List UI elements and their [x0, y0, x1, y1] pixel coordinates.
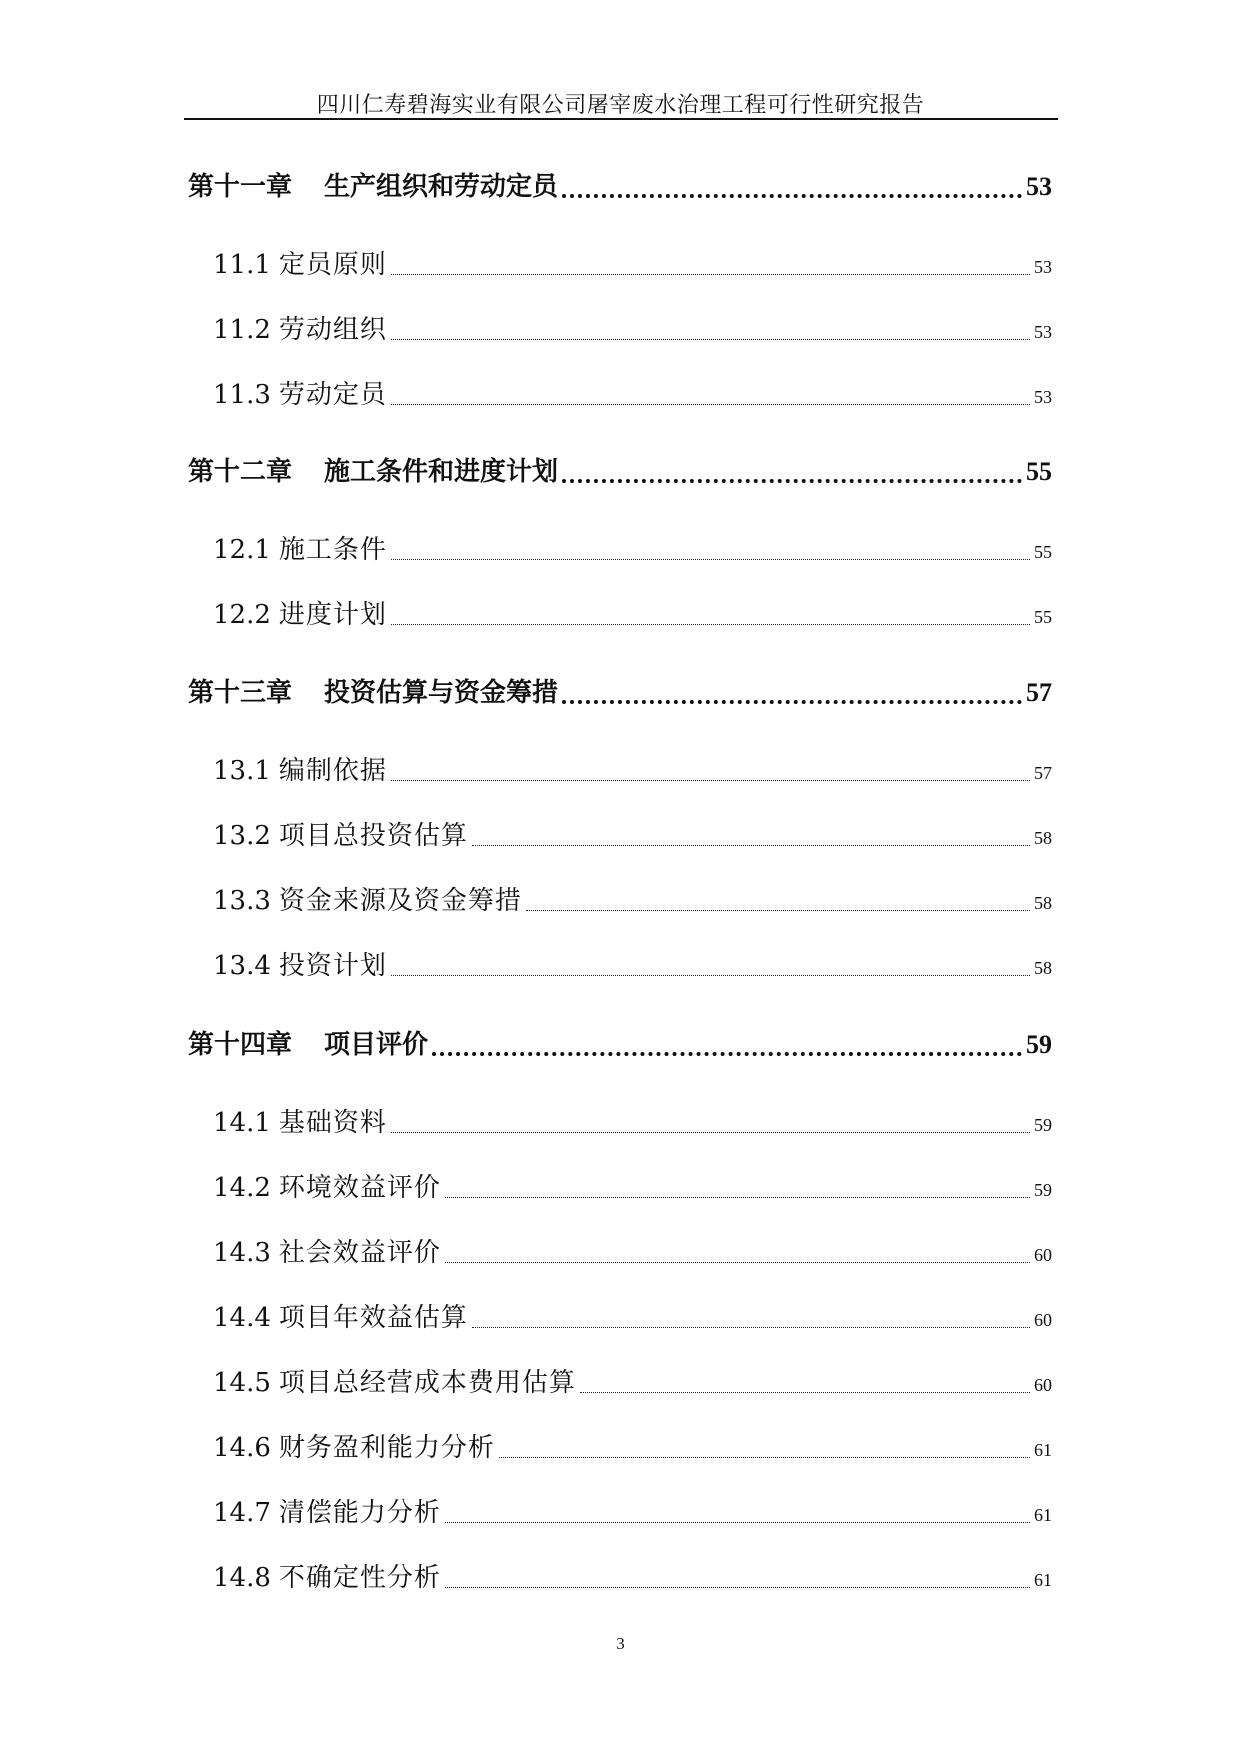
- toc-section-number: 13.4: [213, 951, 271, 981]
- toc-section[interactable]: [213, 945, 1052, 982]
- toc-dot-leader: [391, 337, 1030, 340]
- toc-section-title: 施工条件: [278, 535, 387, 565]
- toc-section-title: 基础资料: [278, 1108, 387, 1138]
- toc-section[interactable]: [213, 374, 1052, 411]
- toc-page-number: 53: [1034, 387, 1052, 407]
- toc-chapter-number: 第十二章: [188, 457, 293, 487]
- toc-page-number: 55: [1026, 457, 1052, 486]
- toc-dot-leader: [391, 557, 1030, 560]
- toc-dot-leader: [472, 843, 1030, 846]
- toc-section[interactable]: [213, 244, 1052, 281]
- toc-section-title: 清偿能力分析: [278, 1498, 441, 1528]
- toc-section-number: 14.4: [213, 1303, 271, 1333]
- toc-section-title: 编制依据: [278, 756, 387, 786]
- toc-section-number: 12.1: [213, 535, 271, 565]
- toc-section-number: 13.1: [213, 756, 271, 786]
- toc-section[interactable]: [213, 1427, 1052, 1464]
- toc-chapter[interactable]: [188, 672, 1052, 709]
- toc-chapter-number: 第十四章: [188, 1030, 293, 1060]
- toc-dot-leader: [472, 1325, 1030, 1328]
- toc-chapter[interactable]: [188, 1024, 1052, 1061]
- toc-chapter[interactable]: [188, 166, 1052, 203]
- toc-section-title: 投资计划: [278, 951, 387, 981]
- toc-section-number: 14.1: [213, 1108, 271, 1138]
- toc-section[interactable]: [213, 1167, 1052, 1204]
- toc-page-number: 55: [1034, 607, 1052, 627]
- toc-section-number: 12.2: [213, 600, 271, 630]
- toc-dot-leader: [580, 1390, 1030, 1393]
- toc-page-number: 53: [1026, 172, 1052, 201]
- toc-section[interactable]: [213, 1557, 1052, 1594]
- toc-page-number: 59: [1034, 1115, 1052, 1135]
- toc-section-number: 14.7: [213, 1498, 271, 1528]
- toc-dot-leader: [445, 1585, 1030, 1588]
- toc-section[interactable]: [213, 529, 1052, 566]
- toc-section-title: 项目总投资估算: [278, 821, 468, 851]
- toc-dot-leader: [445, 1260, 1030, 1263]
- toc-page-number: 61: [1034, 1570, 1052, 1590]
- toc-section-number: 14.6: [213, 1433, 271, 1463]
- toc-section-title: 进度计划: [278, 600, 387, 630]
- toc-dot-leader: [499, 1455, 1030, 1458]
- toc-page-number: 53: [1034, 257, 1052, 277]
- toc-section[interactable]: [213, 1362, 1052, 1399]
- toc-page-number: 53: [1034, 322, 1052, 342]
- toc-page-number: 57: [1026, 678, 1052, 707]
- toc-section-number: 14.5: [213, 1368, 271, 1398]
- toc-chapter-number: 第十一章: [188, 172, 293, 202]
- toc-page-number: 60: [1034, 1375, 1052, 1395]
- toc-section-number: 11.2: [213, 315, 271, 345]
- toc-dot-leader: [445, 1520, 1030, 1523]
- toc-section-number: 14.2: [213, 1173, 271, 1203]
- toc-section-number: 14.8: [213, 1563, 271, 1593]
- toc-chapter-title: 投资估算与资金筹措: [324, 678, 559, 708]
- toc-section[interactable]: [213, 815, 1052, 852]
- toc-dot-leader: [432, 1050, 1022, 1056]
- toc-dot-leader: [562, 477, 1022, 483]
- toc-page-number: 58: [1034, 828, 1052, 848]
- toc-section[interactable]: [213, 1102, 1052, 1139]
- toc-section[interactable]: [213, 594, 1052, 631]
- toc-chapter-title: 施工条件和进度计划: [324, 457, 559, 487]
- toc-dot-leader: [391, 402, 1030, 405]
- toc-section-title: 环境效益评价: [278, 1173, 441, 1203]
- toc-section[interactable]: [213, 1297, 1052, 1334]
- toc-page-number: 57: [1034, 763, 1052, 783]
- toc-section[interactable]: [213, 750, 1052, 787]
- toc-dot-leader: [562, 192, 1022, 198]
- toc-page-number: 55: [1034, 542, 1052, 562]
- toc-section[interactable]: [213, 1232, 1052, 1269]
- toc-dot-leader: [391, 973, 1030, 976]
- toc-section-title: 劳动定员: [278, 380, 387, 410]
- toc-section-title: 定员原则: [278, 250, 387, 280]
- toc-section-number: 11.3: [213, 380, 271, 410]
- toc-chapter[interactable]: [188, 451, 1052, 488]
- toc-dot-leader: [391, 778, 1030, 781]
- toc-page-number: 59: [1026, 1030, 1052, 1059]
- toc-section-number: 11.1: [213, 250, 271, 280]
- page-header-title: 四川仁寿碧海实业有限公司屠宰废水治理工程可行性研究报告: [316, 93, 925, 118]
- toc-section-title: 不确定性分析: [278, 1563, 441, 1593]
- toc-page-number: 60: [1034, 1245, 1052, 1265]
- toc-section-title: 社会效益评价: [278, 1238, 441, 1268]
- toc-section-title: 项目年效益估算: [278, 1303, 468, 1333]
- toc-section-title: 劳动组织: [278, 315, 387, 345]
- toc-chapter-title: 生产组织和劳动定员: [324, 172, 559, 202]
- toc-dot-leader: [391, 1130, 1030, 1133]
- toc-page-number: 58: [1034, 958, 1052, 978]
- toc-section-title: 资金来源及资金筹措: [278, 886, 522, 916]
- toc-dot-leader: [526, 908, 1030, 911]
- toc-chapter-number: 第十三章: [188, 678, 293, 708]
- toc-page-number: 59: [1034, 1180, 1052, 1200]
- toc-dot-leader: [445, 1195, 1030, 1198]
- header-divider: [184, 118, 1058, 120]
- toc-dot-leader: [391, 622, 1030, 625]
- toc-section[interactable]: [213, 880, 1052, 917]
- toc-section-title: 财务盈利能力分析: [278, 1433, 495, 1463]
- toc-section-number: 13.3: [213, 886, 271, 916]
- toc-dot-leader: [562, 698, 1022, 704]
- toc-section-number: 13.2: [213, 821, 271, 851]
- toc-section[interactable]: [213, 1492, 1052, 1529]
- toc-page-number: 60: [1034, 1310, 1052, 1330]
- toc-section-title: 项目总经营成本费用估算: [278, 1368, 576, 1398]
- toc-page-number: 61: [1034, 1505, 1052, 1525]
- toc-section[interactable]: [213, 309, 1052, 346]
- toc-dot-leader: [391, 272, 1030, 275]
- toc-page-number: 61: [1034, 1440, 1052, 1460]
- toc-chapter-title: 项目评价: [324, 1030, 429, 1060]
- toc-section-number: 14.3: [213, 1238, 271, 1268]
- footer-page-number: 3: [616, 1634, 625, 1653]
- toc-page-number: 58: [1034, 893, 1052, 913]
